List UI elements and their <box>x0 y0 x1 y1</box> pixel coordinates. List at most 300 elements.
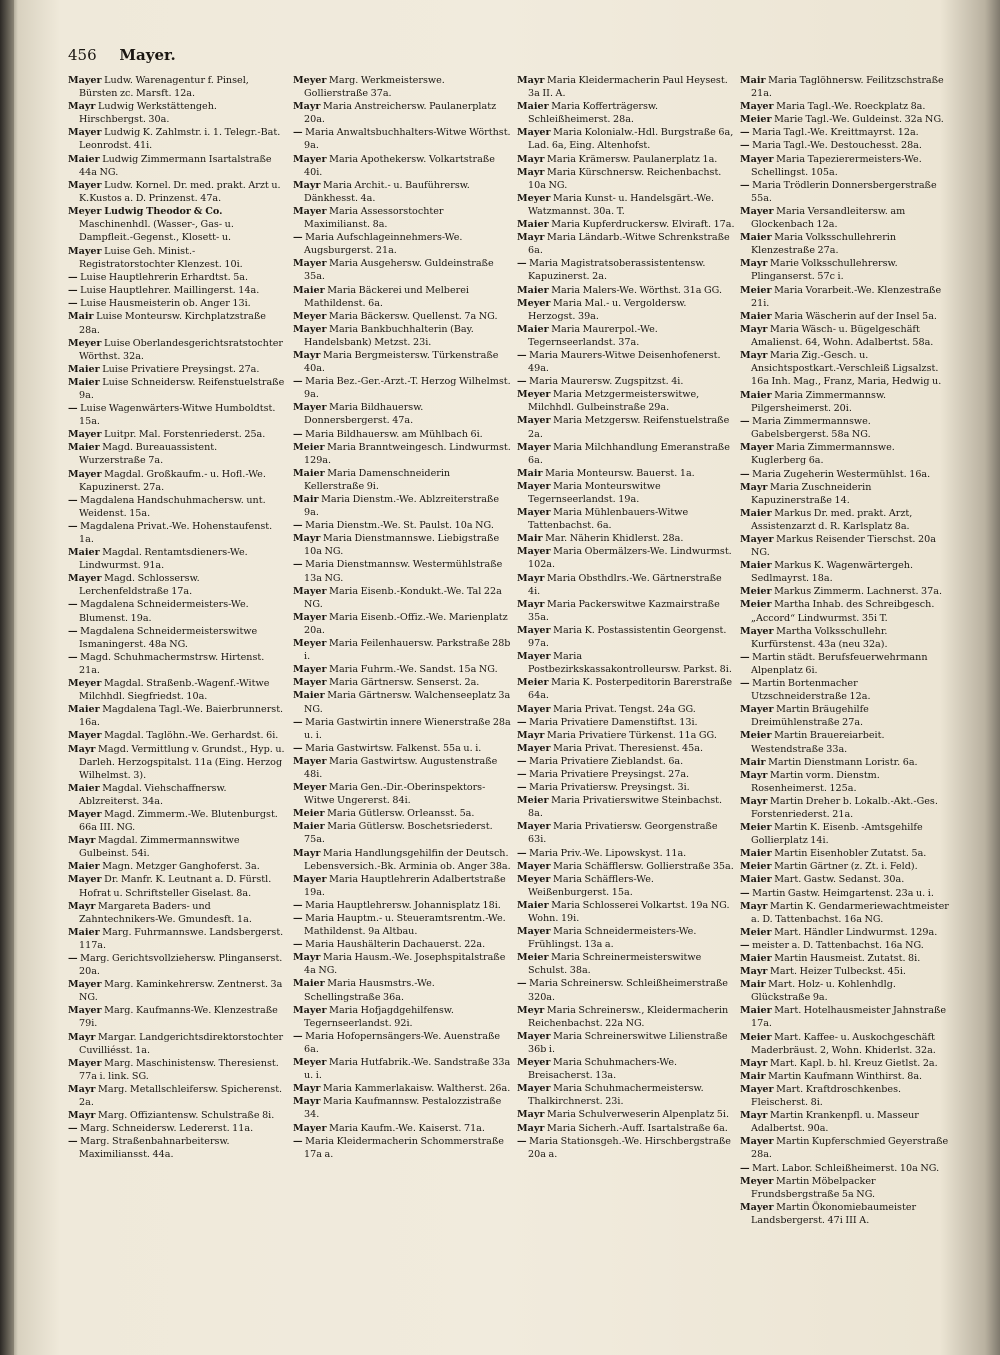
directory-entry <box>740 153 950 179</box>
entry-surname: — <box>68 494 78 506</box>
directory-entry <box>293 74 511 100</box>
entry-surname: Mayer <box>517 624 551 636</box>
directory-entry <box>293 493 511 519</box>
entry-text: Maria Metzgersw. Reifenstuelstraße 2a. <box>528 415 730 440</box>
entry-surname: Mayer <box>68 75 102 86</box>
entry-text: Martin Kaufmann Winthirst. 8a. <box>768 1070 923 1082</box>
entry-text: Maria Zimmermannswe. Gabelsbergerst. 58a NG. <box>751 416 871 441</box>
entry-surname: Meier <box>740 586 772 598</box>
entry-text: Magd. Bureauassistent. Wurzerstraße 7a. <box>79 442 218 467</box>
entry-text: Maria Milchhandlung Emeranstraße 6a. <box>528 441 730 466</box>
entry-text: Maria Gastwirtin innere Wienerstraße 28a u. i. <box>304 716 511 741</box>
entry-surname: Maier <box>293 978 325 990</box>
entry-text: Maria Obermälzers-We. Lindwurmst. 102a. <box>528 546 732 571</box>
entry-text: Magdal. Taglöhn.-We. Gerhardst. 6i. <box>104 730 279 742</box>
entry-text: Luitpr. Mal. Forstenriederst. 25a. <box>104 429 266 441</box>
entry-surname: Mayer <box>293 611 327 623</box>
entry-surname: — <box>68 403 78 415</box>
entry-text: Maria Ländarb.-Witwe Schrenkstraße 6a. <box>528 232 730 257</box>
directory-entry <box>293 716 511 742</box>
entry-text: Maria Hausm.-We. Josephspitalstraße 4a NG. <box>304 952 506 977</box>
entry-surname: — <box>293 939 303 951</box>
entry-surname: Maier <box>740 953 772 964</box>
entry-surname: — <box>517 768 527 780</box>
entry-text: Maria Tapezierermeisters-We. Schellingst. 105a. <box>751 153 922 178</box>
directory-entry <box>293 467 511 493</box>
entry-surname: — <box>68 1136 78 1148</box>
entry-text: Maria Apothekersw. Volkartstraße 40i. <box>304 153 495 178</box>
directory-entry <box>293 401 511 427</box>
column-2 <box>293 74 511 1161</box>
entry-surname: Mayr <box>517 166 545 178</box>
entry-surname: Mayer <box>68 730 102 742</box>
entry-surname: Meier <box>740 284 772 296</box>
entry-surname: Mayr <box>517 75 545 86</box>
entry-surname: Maier <box>68 363 100 375</box>
directory-entry <box>517 153 735 166</box>
entry-surname: Mayer <box>740 101 774 113</box>
entry-text: Maria Kürschnersw. Reichenbachst. 10a NG. <box>528 166 722 191</box>
directory-entry <box>68 651 286 677</box>
entry-text: Maria Gütlersw. Boschetsriederst. 75a. <box>304 821 493 846</box>
directory-entry <box>68 546 286 572</box>
entry-text: Marg. Offiziantensw. Schulstraße 8i. <box>98 1110 275 1122</box>
directory-entry <box>740 100 950 113</box>
entry-text: Maria Monteursw. Bauerst. 1a. <box>545 467 695 479</box>
entry-text: Maria Bez.-Ger.-Arzt.-T. Herzog Wilhelmst. 9a. <box>304 376 511 401</box>
entry-surname: Mayer <box>740 625 774 637</box>
directory-entry <box>293 899 511 912</box>
directory-entry <box>68 468 286 494</box>
directory-entry <box>740 939 950 952</box>
directory-entry <box>740 389 950 415</box>
directory-entry <box>740 965 950 978</box>
entry-text: Maria Versandleitersw. am Glockenbach 12a. <box>751 205 906 231</box>
directory-entry <box>740 795 950 821</box>
entry-text: Maria Hausmstrs.-We. Schellingstraße 36a. <box>304 978 435 1003</box>
directory-entry <box>517 742 735 755</box>
entry-surname: Mayer <box>517 480 551 492</box>
directory-entry <box>68 179 286 205</box>
entry-text: Martin Dienstmann Loristr. 6a. <box>768 756 918 768</box>
directory-entry <box>293 441 511 467</box>
entry-text: Maria Volksschullehrerin Klenzestraße 27a. <box>751 232 897 257</box>
entry-text: Maria Hauptlehrerin Adalbertstraße 19a. <box>304 873 506 898</box>
page-header <box>68 46 176 68</box>
directory-entry <box>68 376 286 402</box>
entry-text: Maria Hofjagdgehilfensw. Tegernseerlandst. 92i. <box>304 1004 454 1029</box>
directory-entry <box>740 323 950 349</box>
entry-surname: — <box>293 716 303 728</box>
directory-entry <box>68 952 286 978</box>
directory-entry <box>68 978 286 1004</box>
column-3 <box>517 74 735 1161</box>
entry-text: Magd. Schuhmachermstrsw. Hirtenst. 21a. <box>79 651 265 676</box>
entry-text: Maria Zuschneiderin Kapuzinerstraße 14. <box>751 481 872 506</box>
entry-surname: Mayer <box>68 1005 102 1017</box>
entry-text: Maria K. Posterpeditorin Barerstraße 64a. <box>528 677 733 702</box>
entry-text: Margar. Landgerichtsdirektorstochter Cuvilliésst. 1a. <box>79 1031 284 1056</box>
entry-text: Maria Bildhauersw. Donnersbergerst. 47a. <box>304 402 424 427</box>
directory-entry <box>740 769 950 795</box>
directory-entry <box>517 781 735 794</box>
entry-text: Markus Zimmerm. Lachnerst. 37a. <box>774 586 943 598</box>
entry-text: Marg. Metallschleifersw. Spicherenst. 2a. <box>79 1083 283 1109</box>
entry-surname: Mayr <box>68 743 96 755</box>
entry-text: Maria Schreinersw. Schleißheimerstraße 320a. <box>528 978 728 1003</box>
directory-entry <box>68 873 286 899</box>
directory-entry <box>517 899 735 925</box>
entry-surname: Maier <box>68 861 100 873</box>
directory-entry <box>293 742 511 755</box>
directory-entry <box>740 978 950 1004</box>
entry-surname: — <box>68 520 78 532</box>
directory-entry <box>517 297 735 323</box>
entry-surname: Maier <box>293 284 325 296</box>
directory-entry <box>740 926 950 939</box>
entry-surname: Mayr <box>293 952 321 964</box>
entry-text: Maria Gastwirtsw. Augustenstraße 48i. <box>304 755 498 780</box>
entry-text: Maria Monteurswitwe Tegernseerlandst. 19a. <box>528 480 661 505</box>
directory-entry <box>740 1109 950 1135</box>
entry-text: Mart. Hotelhausmeister Jahnstraße 17a. <box>751 1005 947 1030</box>
entry-surname: Mayer <box>293 585 327 597</box>
entry-surname: — <box>293 232 303 244</box>
directory-entry <box>68 284 286 297</box>
entry-text: Markus Reisender Tierschst. 20a NG. <box>751 534 936 559</box>
directory-entry <box>740 1201 950 1227</box>
directory-entry <box>740 126 950 139</box>
directory-entry <box>517 676 735 702</box>
directory-entry <box>517 755 735 768</box>
entry-text: Maria Vorarbeit.-We. Klenzestraße 21i. <box>751 284 942 309</box>
directory-entry <box>517 716 735 729</box>
entry-text: Maria Gastwirtsw. Falkenst. 55a u. i. <box>305 742 482 754</box>
entry-surname: Mayer <box>293 402 327 414</box>
entry-text: Maria Dienstmannswe. Liebigstraße 10a NG. <box>304 533 500 558</box>
directory-entry <box>293 676 511 689</box>
entry-text: Martin vorm. Dienstm. Rosenheimerst. 125a. <box>751 769 880 794</box>
entry-surname: Meier <box>517 952 549 964</box>
entry-surname: — <box>740 678 750 690</box>
entry-surname: Maier <box>68 376 100 388</box>
entry-text: Mart. Gastw. Sedanst. 30a. <box>774 874 905 886</box>
directory-entry <box>293 873 511 899</box>
entry-text: Maria Kunst- u. Handelsgärt.-We. Watzmannst. 30a. T. <box>528 192 715 217</box>
entry-text: Maria Mal.- u. Vergoldersw. Herzogst. 39a. <box>528 297 687 322</box>
entry-text: Marg. Kaminkehrersw. Zentnerst. 3a NG. <box>79 979 283 1004</box>
entry-surname: Maier <box>68 704 100 716</box>
entry-surname: Mayr <box>740 323 768 335</box>
directory-entry <box>740 756 950 769</box>
directory-entry <box>293 205 511 231</box>
entry-text: Mar. Näherin Khidlerst. 28a. <box>545 533 684 545</box>
directory-entry <box>517 166 735 192</box>
entry-surname: Mayer <box>740 442 774 454</box>
entry-text: Maria Hutfabrik.-We. Sandstraße 33a u. i. <box>304 1057 511 1082</box>
directory-entry <box>517 414 735 440</box>
directory-entry <box>517 768 735 781</box>
entry-text: Maria Tagl.-We. Roeckplatz 8a. <box>776 101 926 113</box>
directory-entry <box>293 179 511 205</box>
entry-surname: Mair <box>517 467 543 479</box>
directory-entry <box>293 532 511 558</box>
entry-text: Maria Dienstm.-We. Ablzreiterstraße 9a. <box>304 494 500 519</box>
directory-entry <box>740 468 950 481</box>
entry-text: Magdalena Privat.-We. Hohenstaufenst. 1a. <box>79 520 273 545</box>
entry-surname: Mayer <box>740 1201 774 1213</box>
entry-surname: Meyr <box>517 1004 545 1016</box>
directory-entry <box>68 1122 286 1135</box>
directory-entry <box>293 689 511 715</box>
entry-surname: Maier <box>517 284 549 296</box>
directory-entry <box>517 480 735 506</box>
column-4 <box>740 74 950 1227</box>
entry-surname: — <box>68 953 78 964</box>
directory-entry <box>293 951 511 977</box>
entry-text: Maria Schlosserei Volkartst. 19a NG. Wohn. 19i. <box>528 899 730 924</box>
directory-entry <box>740 1057 950 1070</box>
entry-surname: Mayer <box>740 704 774 716</box>
entry-surname: — <box>68 625 78 637</box>
entry-surname: Mayr <box>740 258 768 270</box>
entry-surname: Mayr <box>517 153 545 165</box>
directory-entry <box>68 337 286 363</box>
entry-text: Maria Kleidermacherin Schommerstraße 17a a. <box>304 1135 504 1160</box>
entry-surname: Meyer <box>293 638 327 650</box>
entry-surname: Maier <box>68 926 100 938</box>
directory-entry <box>517 925 735 951</box>
entry-text: Magdalena Tagl.-We. Baierbrunnerst. 16a. <box>79 704 284 729</box>
directory-entry <box>517 441 735 467</box>
entry-text: Maria Sicherh.-Auff. Isartalstraße 6a. <box>547 1122 728 1134</box>
entry-text: Luise Hausmeisterin ob. Anger 13i. <box>80 298 251 310</box>
directory-entry <box>293 977 511 1003</box>
entry-text: Maria Assessorstochter Maximilianst. 8a. <box>304 205 444 231</box>
entry-text: meister a. D. Tattenbachst. 16a NG. <box>752 939 924 951</box>
entry-surname: Mayer <box>68 874 102 886</box>
entry-surname: Mayer <box>517 703 551 715</box>
entry-surname: — <box>293 742 303 754</box>
directory-entry <box>68 1004 286 1030</box>
directory-entry <box>293 1122 511 1135</box>
entry-surname: Maier <box>68 153 100 165</box>
entry-surname: Mayer <box>740 1083 774 1095</box>
directory-entry <box>740 113 950 126</box>
entry-surname: Meyer <box>517 389 551 401</box>
entry-text: Maria Anstreichersw. Paulanerplatz 20a. <box>304 101 497 126</box>
directory-entry <box>517 572 735 598</box>
directory-entry <box>740 952 950 965</box>
entry-surname: Mayer <box>293 205 327 217</box>
directory-entry <box>517 375 735 388</box>
entry-surname: — <box>740 939 750 951</box>
entry-text: Martin Hausmeist. Zutatst. 8i. <box>774 953 921 964</box>
entry-surname: Mayer <box>517 127 551 139</box>
entry-surname: Mayer <box>517 546 551 558</box>
directory-entry <box>740 507 950 533</box>
entry-surname: Mayr <box>293 349 321 361</box>
entry-surname: Mayr <box>740 349 768 361</box>
entry-text: Maria Kleidermacherin Paul Heysest. 3a II. A. <box>528 75 728 100</box>
entry-surname: Meyer <box>517 192 551 204</box>
entry-text: Magdal. Straßenb.-Wagenf.-Witwe Milchhdl. Siegfriedst. 10a. <box>79 678 270 703</box>
entry-surname: Mair <box>293 494 319 505</box>
entry-text: Luise Privatiere Preysingst. 27a. <box>102 363 260 375</box>
directory-entry <box>68 297 286 310</box>
directory-entry <box>293 310 511 323</box>
directory-entry <box>740 441 950 467</box>
entry-text: Maria Bäckerei und Melberei Mathildenst. 6a. <box>304 284 469 309</box>
directory-entry <box>740 481 950 507</box>
entry-surname: — <box>293 127 303 139</box>
entry-surname: Meier <box>740 1031 772 1043</box>
entry-text: Maria Zimmermannswe. Kuglerberg 6a. <box>751 442 895 467</box>
directory-entry <box>517 532 735 545</box>
entry-text: Martin Bräugehilfe Dreimühlenstraße 27a. <box>751 704 869 729</box>
entry-surname: Mayr <box>293 101 321 113</box>
entry-surname: Mayer <box>517 1030 551 1042</box>
entry-text: Maria Feilenhauersw. Parkstraße 28b i. <box>304 638 511 663</box>
entry-text: Maria Kammerlakaisw. Waltherst. 26a. <box>323 1083 511 1095</box>
directory-entry <box>740 231 950 257</box>
entry-text: Ludwig K. Zahlmstr. i. 1. Telegr.-Bat. Leonrodst. 41i. <box>79 127 281 152</box>
entry-surname: Meier <box>740 730 772 742</box>
directory-entry <box>68 625 286 651</box>
directory-entry <box>293 611 511 637</box>
entry-surname: Mayr <box>68 1083 96 1095</box>
entry-text: Maria K. Postassistentin Georgenst. 97a. <box>528 624 727 650</box>
entry-text: Martin K. Eisenb. -Amtsgehilfe Gollierplatz 14i. <box>751 822 923 847</box>
entry-surname: Mair <box>740 1070 766 1082</box>
entry-text: Maria Bankbuchhalterin (Bay. Handelsbank) Metzst. 23i. <box>304 323 474 348</box>
entry-text: Luise Schneidersw. Reifenstuelstraße 9a. <box>79 376 285 401</box>
directory-entry <box>740 625 950 651</box>
directory-entry <box>293 807 511 820</box>
directory-entry <box>68 598 286 624</box>
entry-text: Maria Gen.-Dir.-Oberinspektors-Witwe Ungererst. 84i. <box>304 782 486 807</box>
entry-surname: — <box>68 285 78 297</box>
entry-surname: Mayr <box>68 835 96 847</box>
entry-text: Maria Ausgehersw. Guldeinstraße 35a. <box>304 258 494 283</box>
entry-text: Magdalena Schneidermeisterswitwe Ismaningerst. 48a NG. <box>79 625 258 650</box>
directory-entry <box>517 1108 735 1121</box>
entry-text: Martin Gastw. Heimgartenst. 23a u. i. <box>752 887 934 899</box>
directory-entry <box>68 153 286 179</box>
entry-text: Maria Postbezirkskassakontrolleursw. Parkst. 8i. <box>528 651 732 676</box>
entry-surname: Mayr <box>740 1057 768 1069</box>
entry-surname: Mayr <box>517 572 545 584</box>
entry-surname: Mayer <box>517 415 551 427</box>
directory-entry <box>293 847 511 873</box>
entry-text: Luise Hauptlehrerin Erhardtst. 5a. <box>80 272 249 284</box>
entry-surname: Mayr <box>68 1031 96 1043</box>
entry-text: Maria Kofferträgersw. Schleißheimerst. 28a. <box>528 101 659 126</box>
directory-entry <box>740 1031 950 1057</box>
entry-surname: Maier <box>68 547 100 559</box>
entry-surname: Meier <box>517 795 549 807</box>
entry-text: Ludwig Zimmermann Isartalstraße 44a NG. <box>79 153 272 178</box>
entry-text: Maria Packerswitwe Kazmairstraße 35a. <box>528 598 720 623</box>
entry-text: Magdal. Rentamtsdieners-We. Lindwurmst. 91a. <box>79 547 248 572</box>
entry-surname: Mayer <box>517 507 551 519</box>
entry-text: Mart. Kaffee- u. Auskochgeschäft Maderbräust. 2, Wohn. Khiderlst. 32a. <box>751 1031 936 1056</box>
directory-entry <box>68 1057 286 1083</box>
entry-surname: — <box>517 349 527 361</box>
entry-text: Martha Volksschullehr. Kurfürstenst. 43a (neu 32a). <box>751 625 888 650</box>
directory-entry <box>740 887 950 900</box>
entry-text: Maria Maurerpol.-We. Tegernseerlandst. 37a. <box>528 323 658 348</box>
entry-surname: — <box>293 1135 303 1147</box>
directory-entry <box>68 441 286 467</box>
directory-entry <box>740 559 950 585</box>
entry-text: Marie Tagl.-We. Guldeinst. 32a NG. <box>774 114 944 126</box>
entry-surname: Mayr <box>68 101 96 113</box>
entry-surname: Maier <box>517 323 549 335</box>
entry-text: Mart. Heizer Tulbeckst. 45i. <box>770 966 906 978</box>
entry-text: Martin Bortenmacher Utzschneiderstraße 12a. <box>751 678 871 703</box>
directory-entry <box>293 153 511 179</box>
directory-entry <box>293 637 511 663</box>
directory-entry <box>293 1095 511 1121</box>
entry-surname: Maier <box>740 507 772 519</box>
entry-surname: Mayr <box>68 900 96 912</box>
entry-surname: Mayr <box>517 232 545 244</box>
entry-text: Maria Aufschlageinnehmers-We. Augsburgerst. 21a. <box>304 232 463 257</box>
directory-entry <box>68 363 286 376</box>
entry-surname: Meier <box>740 861 772 873</box>
directory-entry <box>517 545 735 571</box>
directory-entry <box>517 467 735 480</box>
entry-text: Martin Kupferschmied Geyerstraße 28a. <box>751 1136 949 1161</box>
entry-text: Magn. Metzger Ganghoferst. 3a. <box>102 861 260 873</box>
entry-surname: Maier <box>740 560 772 572</box>
directory-entry <box>740 257 950 283</box>
entry-text: Maria Kupferdruckersw. Elviraft. 17a. <box>551 219 735 231</box>
entry-text: Marg. Werkmeisterswe. Gollierstraße 37a. <box>304 75 445 100</box>
directory-entry <box>517 284 735 297</box>
directory-entry <box>517 873 735 899</box>
entry-text: Maria Dienstmannsw. Westermühlstraße 13a NG. <box>304 559 503 584</box>
entry-text: Maria Hauptlehrersw. Johannisplatz 18i. <box>305 899 501 911</box>
entry-text: Maria Handlungsgehilfin der Deutsch. Lebensversich.-Bk. Arminia ob. Anger 38a. <box>304 847 511 872</box>
directory-entry <box>68 74 286 100</box>
directory-entry <box>740 703 950 729</box>
entry-text: Magdal. Viehschaffnersw. Ablzreiterst. 34a. <box>79 782 227 807</box>
entry-surname: — <box>293 559 303 571</box>
directory-entry <box>293 323 511 349</box>
entry-surname: Mayer <box>68 468 102 480</box>
entry-surname: Mayr <box>68 1110 96 1122</box>
directory-entry <box>293 1056 511 1082</box>
directory-entry <box>740 415 950 441</box>
entry-surname: — <box>68 298 78 310</box>
directory-entry <box>740 585 950 598</box>
directory-entry <box>517 388 735 414</box>
entry-surname: Meyer Ludwig Theodor & Co. <box>68 205 223 217</box>
entry-text: Maria Archit.- u. Bauführersw. Dänkhesst. 4a. <box>304 179 470 204</box>
directory-entry <box>740 1162 950 1175</box>
entry-surname: — <box>740 179 750 191</box>
directory-entry <box>68 860 286 873</box>
entry-surname: Mayer <box>517 926 551 938</box>
directory-entry <box>293 755 511 781</box>
directory-entry <box>517 1135 735 1161</box>
directory-entry <box>740 179 950 205</box>
entry-text: Magd. Zimmerm.-We. Blutenburgst. 66a III. NG. <box>79 808 278 834</box>
directory-entry <box>517 650 735 676</box>
entry-surname: Mayer <box>740 205 774 217</box>
